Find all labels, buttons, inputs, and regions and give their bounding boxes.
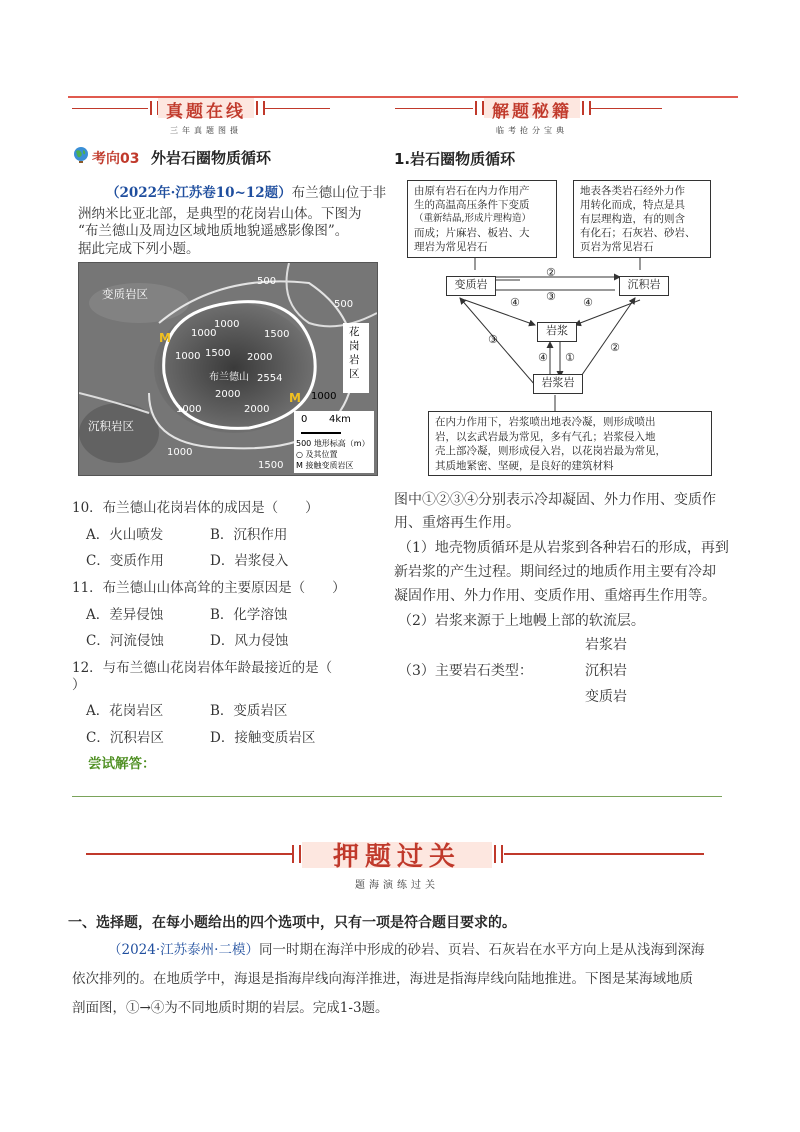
q12-option-c[interactable]: C．沉积岩区 bbox=[86, 730, 164, 746]
left-header-title: 真题在线 bbox=[166, 102, 246, 122]
elev-2: 500 bbox=[334, 299, 354, 310]
box-bottom-line-1: 在内力作用下，岩浆喷出地表冷凝，则形成喷出 bbox=[435, 416, 656, 428]
box-tl-line-4: 而成；片麻岩、板岩、大 bbox=[414, 227, 530, 239]
part1-line-2: 依次排列的。在地质学中，海退是指海岸线向海洋推进，海进是指海岸线向陆地推进。下图是某海域地质 bbox=[72, 971, 693, 987]
arrow-label-4: ④ bbox=[583, 296, 593, 309]
arrow-label-1: ② bbox=[546, 266, 556, 279]
intro-source: （2022年·江苏卷10~12题） bbox=[106, 185, 292, 201]
try-answer-label: 尝试解答： bbox=[88, 756, 156, 772]
section2-title: 押题过关 bbox=[332, 842, 461, 872]
box-bottom-line-3: 壳上部冷凝，则形成侵入岩，以花岗岩最为常见， bbox=[435, 445, 666, 457]
box-tl-line-2: 生的高温高压条件下变质 bbox=[414, 199, 530, 211]
arrow-label-8: ② bbox=[610, 341, 620, 354]
right-header-line-left bbox=[395, 108, 473, 109]
note-1a: 图中①②③④分别表示冷却凝固、外力作用、变质作 bbox=[394, 492, 716, 508]
arrow-label-7: ① bbox=[565, 351, 575, 364]
arrow-label-2: ③ bbox=[546, 290, 556, 303]
note-type-1: 岩浆岩 bbox=[585, 637, 627, 653]
satellite-map bbox=[78, 262, 378, 476]
q11-option-a[interactable]: A．差异侵蚀 bbox=[86, 607, 164, 623]
elev-4: 1000 bbox=[191, 328, 217, 339]
note-2a: （1）地壳物质循环是从岩浆到各种岩石的形成，再到 bbox=[398, 540, 729, 556]
q10-option-b[interactable]: B．沉积作用 bbox=[210, 527, 288, 543]
q12-option-d[interactable]: D．接触变质岩区 bbox=[210, 730, 316, 746]
box-tl-line-3: （重新结晶,形成片理构造） bbox=[414, 213, 532, 224]
contact-marker-1: M bbox=[159, 331, 171, 345]
intro-line-4: 据此完成下列小题。 bbox=[78, 241, 200, 257]
region-metamorphic: 变质岩区 bbox=[102, 287, 148, 301]
rock-sedimentary: 沉积岩 bbox=[619, 276, 669, 296]
cycle-heading: 1.岩石圈物质循环 bbox=[394, 150, 516, 168]
arrow-label-6: ④ bbox=[538, 351, 548, 364]
topic-tag: 考向03 bbox=[92, 151, 140, 167]
rock-igneous: 岩浆岩 bbox=[533, 374, 583, 394]
section2-line-left bbox=[86, 853, 292, 855]
metamorphic-note-box bbox=[407, 180, 557, 258]
part1-heading: 一、选择题，在每小题给出的四个选项中，只有一项是符合题目要求的。 bbox=[68, 915, 516, 931]
region-granite: 花岗岩区 bbox=[349, 326, 360, 380]
section-divider bbox=[72, 796, 722, 797]
contact-marker-2: M bbox=[289, 391, 301, 405]
part1-source: （2024·江苏泰州·二模） bbox=[108, 942, 259, 958]
elev-10: 2000 bbox=[215, 389, 241, 400]
legend-elev: 500 地形标高（m） bbox=[296, 439, 370, 448]
globe-icon bbox=[72, 146, 90, 164]
elev-1: 500 bbox=[257, 276, 277, 287]
elev-3: 1000 bbox=[214, 319, 240, 330]
elev-13: 1000 bbox=[311, 391, 337, 402]
note-1b: 用、重熔再生作用。 bbox=[394, 515, 520, 531]
scale-end: 4km bbox=[329, 414, 351, 425]
elev-15: 1500 bbox=[258, 460, 284, 471]
box-tr-line-3: 有层理构造，有的则含 bbox=[580, 213, 685, 225]
scale-zero: 0 bbox=[301, 414, 308, 425]
rock-metamorphic: 变质岩 bbox=[446, 276, 496, 296]
left-header-subtitle: 三年真题图摄 bbox=[170, 126, 242, 135]
box-tr-line-5: 页岩为常见岩石 bbox=[580, 241, 654, 253]
box-bottom-line-2: 岩，以玄武岩最为常见，多有气孔；岩浆侵入地 bbox=[435, 430, 656, 443]
part1-line-1 bbox=[108, 937, 704, 963]
q10-option-c[interactable]: C．变质作用 bbox=[86, 553, 164, 569]
q11-option-d[interactable]: D．风力侵蚀 bbox=[210, 633, 289, 649]
legend-pos: ○ 及其位置 bbox=[296, 450, 338, 459]
elev-7: 1500 bbox=[205, 348, 231, 359]
right-header-title: 解题秘籍 bbox=[492, 102, 572, 122]
box-bottom-line-4: 其质地紧密、坚硬，是良好的建筑材料 bbox=[435, 459, 614, 472]
right-header-line-right bbox=[590, 108, 662, 109]
topic-title: 外岩石圈物质循环 bbox=[151, 149, 272, 167]
box-tl-line-1: 由原有岩石在内力作用产 bbox=[414, 185, 530, 197]
box-tr-line-1: 地表各类岩石经外力作 bbox=[580, 185, 685, 197]
sedimentary-note-box bbox=[573, 180, 711, 258]
box-tr-line-4: 有化石；石灰岩、砂岩、 bbox=[580, 227, 696, 239]
left-header-line-right bbox=[264, 108, 330, 109]
q10-option-a[interactable]: A．火山喷发 bbox=[86, 527, 164, 543]
q12-option-a[interactable]: A．花岗岩区 bbox=[86, 703, 164, 719]
elev-6: 1000 bbox=[175, 351, 201, 362]
q10-option-d[interactable]: D．岩浆侵入 bbox=[210, 553, 289, 569]
q10-stem: 10．布兰德山花岗岩体的成因是（ ） bbox=[72, 500, 319, 516]
q12-stem-2: ） bbox=[72, 677, 86, 693]
q12-option-b[interactable]: B．变质岩区 bbox=[210, 703, 288, 719]
igneous-note-box bbox=[428, 411, 712, 476]
q12-stem-1: 12．与布兰德山花岗岩体年龄最接近的是（ bbox=[72, 660, 333, 676]
note-2c: 凝固作用、外力作用、变质作用、重熔再生作用等。 bbox=[394, 588, 716, 604]
elev-8: 2000 bbox=[247, 352, 273, 363]
elev-14: 1000 bbox=[167, 447, 193, 458]
elev-12: 2000 bbox=[244, 404, 270, 415]
note-2b: 新岩浆的产生过程。期间经过的地质作用主要有冷却 bbox=[394, 564, 716, 580]
note-4: （3）主要岩石类型： bbox=[398, 663, 533, 679]
box-tr-line-2: 用转化而成，特点是具 bbox=[580, 199, 685, 211]
q11-option-c[interactable]: C．河流侵蚀 bbox=[86, 633, 164, 649]
intro-line-2: 洲纳米比亚北部，是典型的花岗岩山体。下图为 bbox=[78, 206, 362, 222]
note-type-3: 变质岩 bbox=[585, 689, 627, 705]
note-3: （2）岩浆来源于上地幔上部的软流层。 bbox=[398, 613, 645, 629]
part1-line-3: 剖面图，①→④为不同地质时期的岩层。完成1-3题。 bbox=[72, 1000, 389, 1016]
elev-11: 1000 bbox=[176, 404, 202, 415]
left-header-line-left bbox=[72, 108, 148, 109]
q11-stem: 11．布兰德山山体高耸的主要原因是（ ） bbox=[72, 580, 346, 596]
arrow-label-5: ③ bbox=[488, 333, 498, 346]
note-type-2: 沉积岩 bbox=[585, 663, 627, 679]
section2-marker-left bbox=[292, 845, 301, 863]
section2-line-right bbox=[504, 853, 704, 855]
q11-option-b[interactable]: B．化学溶蚀 bbox=[210, 607, 288, 623]
part1-text-1: 同一时期在海洋中形成的砂岩、页岩、石灰岩在水平方向上是从浅海到深海 bbox=[258, 942, 705, 958]
elev-5: 1500 bbox=[264, 329, 290, 340]
peak-name: 布兰德山 bbox=[209, 372, 249, 383]
legend-m: M 接触变质岩区 bbox=[296, 461, 354, 470]
rock-magma: 岩浆 bbox=[537, 322, 577, 342]
region-sedimentary: 沉积岩区 bbox=[88, 419, 134, 433]
section2-subtitle: 题海演练过关 bbox=[355, 880, 439, 891]
section2-marker-right bbox=[494, 845, 503, 863]
elev-9: 2554 bbox=[257, 373, 283, 384]
right-header-marker-left bbox=[475, 101, 484, 115]
intro-text-1: 布兰德山位于非 bbox=[291, 185, 387, 201]
box-tl-line-5: 理岩为常见岩石 bbox=[414, 241, 488, 253]
arrow-label-3: ④ bbox=[510, 296, 520, 309]
intro-line-3: “布兰德山及周边区域地质地貌遥感影像图”。 bbox=[78, 223, 349, 239]
right-header-subtitle: 临考抢分宝典 bbox=[496, 126, 568, 135]
